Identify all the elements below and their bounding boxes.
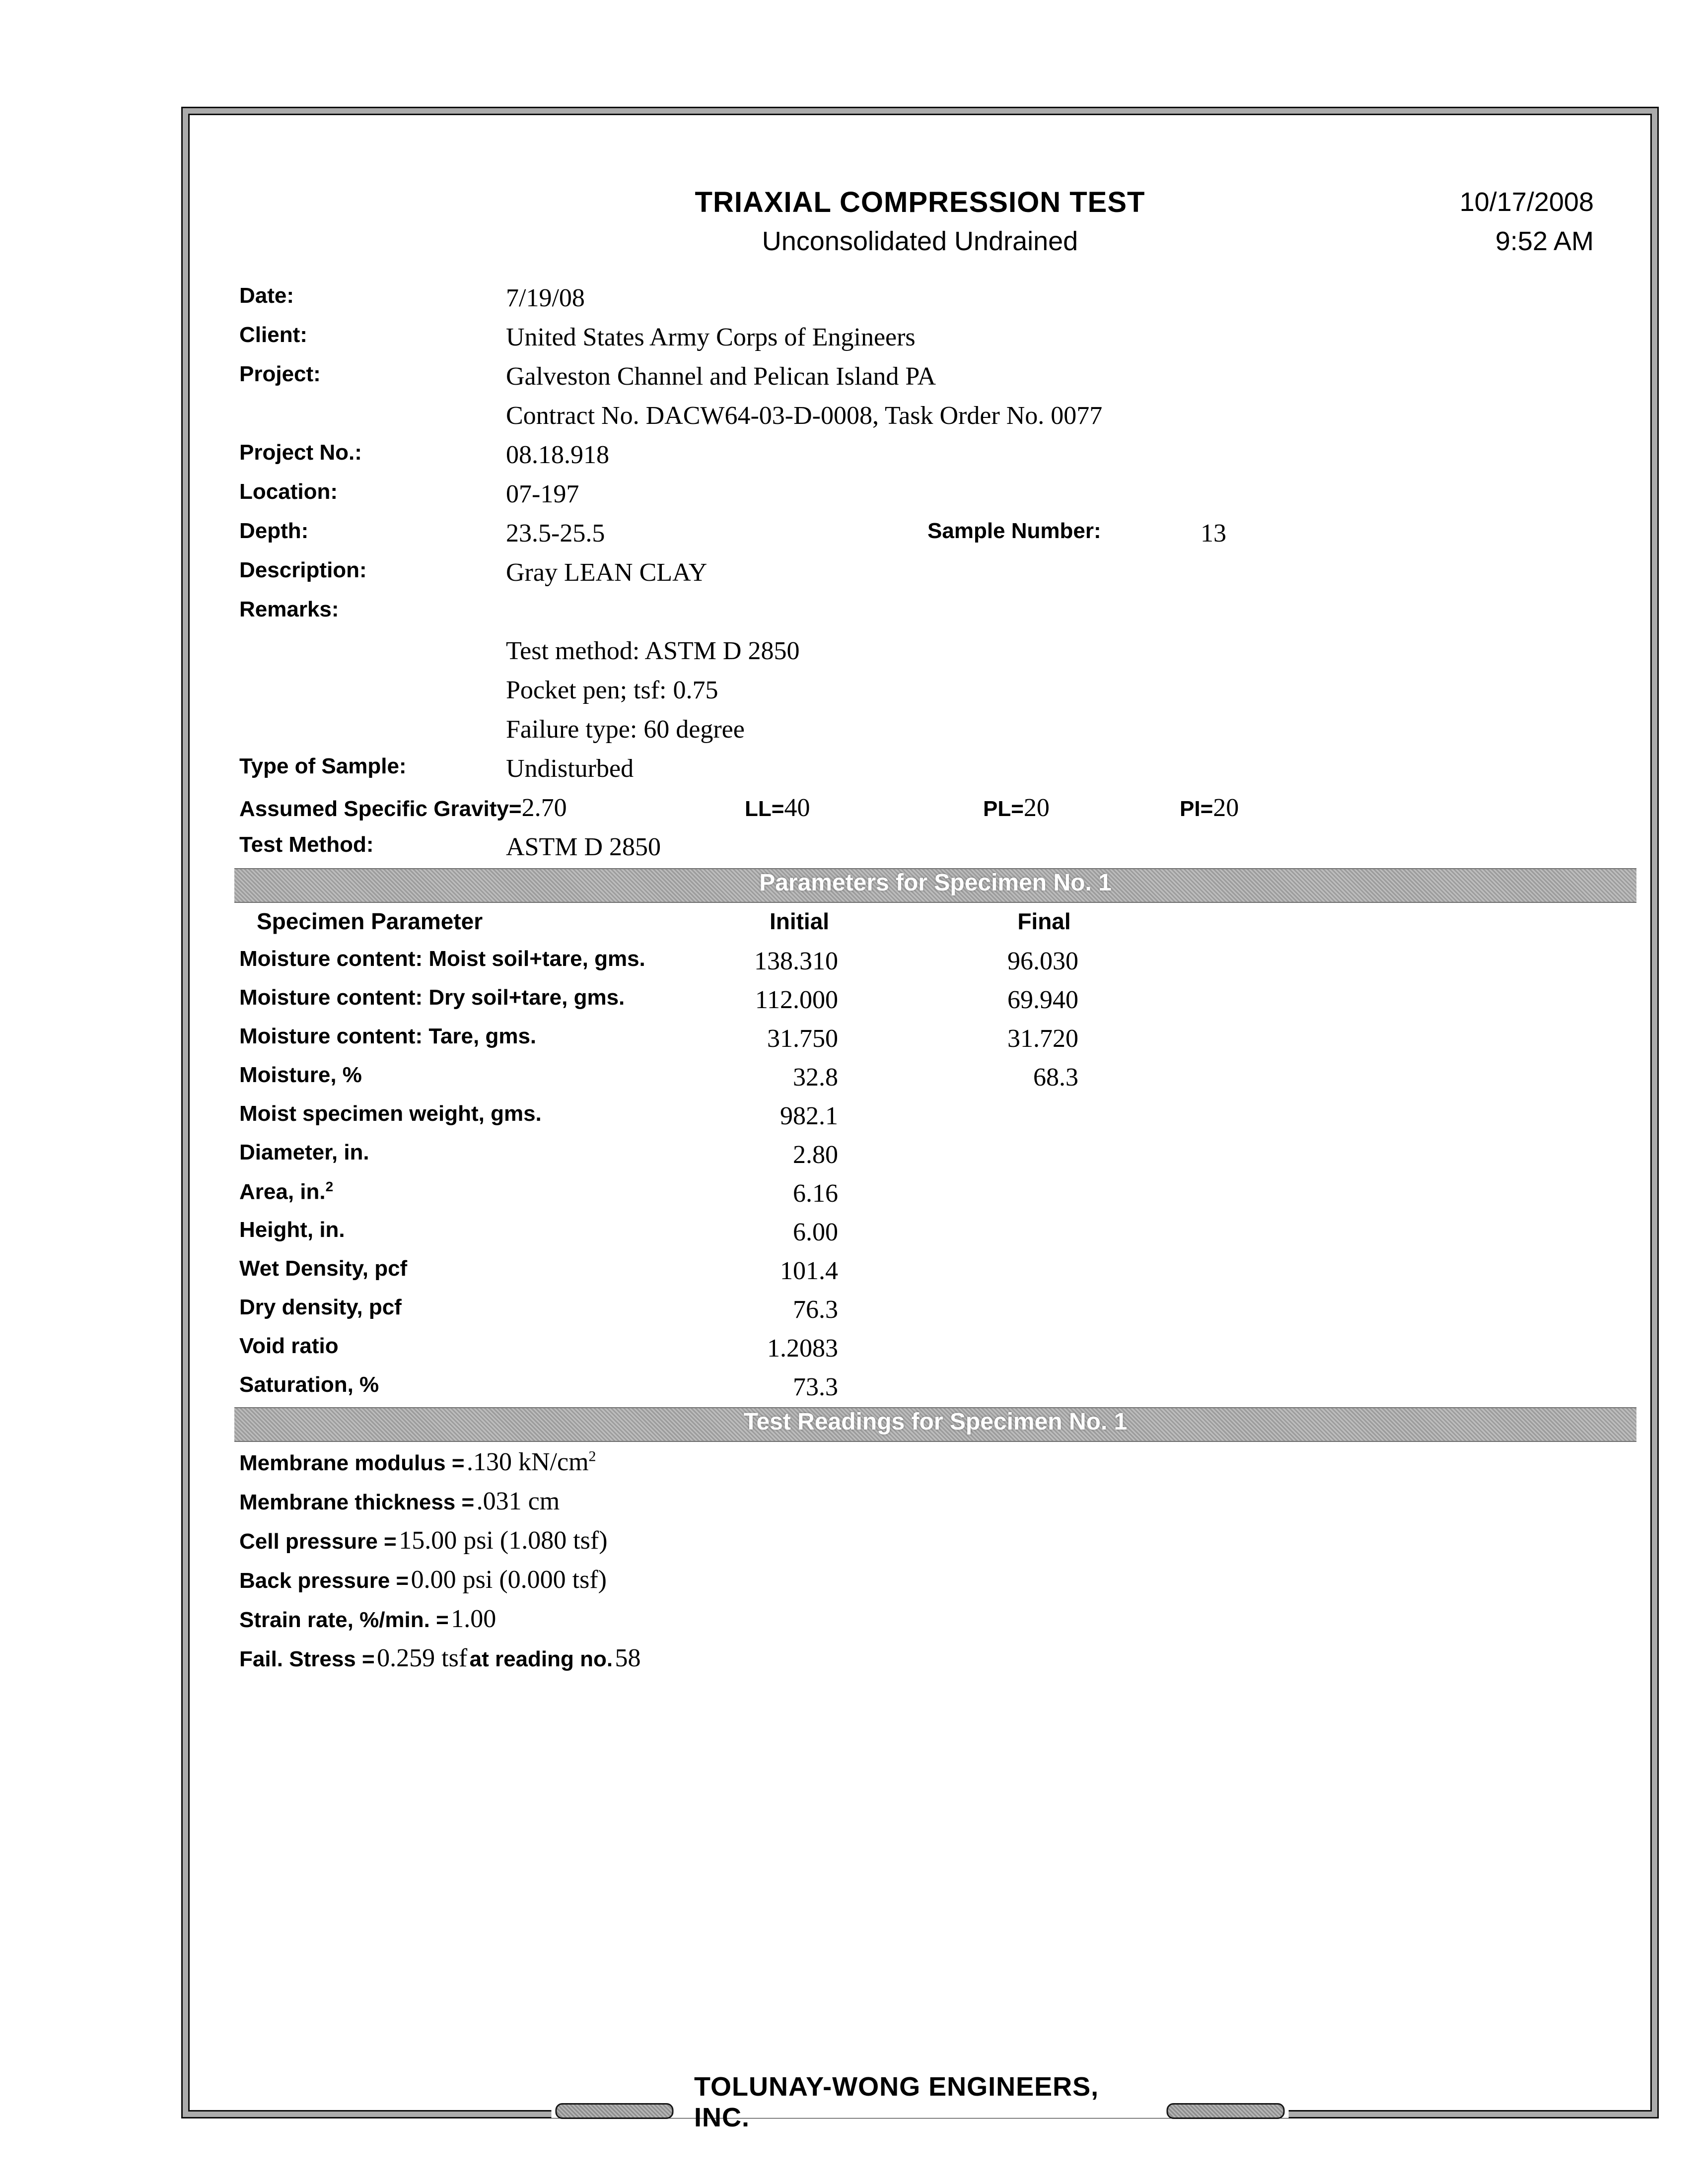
param-initial: 31.750	[767, 1024, 838, 1053]
info-label: Date:	[239, 283, 294, 308]
specific-gravity-value: 2.70	[521, 794, 567, 822]
parameters-section-bar	[234, 868, 1636, 903]
footer-rule-left	[556, 2103, 674, 2119]
info-value: ASTM D 2850	[506, 833, 661, 861]
param-label: Saturation, %	[239, 1372, 379, 1397]
report-subtitle: Unconsolidated Undrained	[762, 226, 1078, 256]
ll-value: 40	[784, 794, 810, 822]
param-initial: 76.3	[793, 1296, 838, 1324]
pi-label: PI=	[1180, 797, 1213, 821]
info-value: Test method: ASTM D 2850	[506, 637, 800, 665]
info-row-failure-type	[190, 715, 1650, 754]
info-row-depth	[190, 519, 1650, 558]
table-row	[190, 1256, 1650, 1295]
table-row	[190, 1372, 1650, 1411]
info-value: 07-197	[506, 480, 579, 508]
param-initial: 32.8	[793, 1063, 838, 1092]
info-row-test-method	[190, 832, 1650, 872]
reading-line	[239, 1565, 607, 1604]
info-row-remarks	[190, 597, 1650, 636]
reading-label: Membrane modulus =	[239, 1451, 465, 1475]
info-row-specific-gravity	[190, 793, 1650, 832]
info-label: Location:	[239, 479, 338, 504]
table-row	[190, 1295, 1650, 1334]
pl-label: PL=	[983, 797, 1024, 821]
pi-value: 20	[1213, 794, 1239, 822]
param-final: 68.3	[1033, 1063, 1078, 1092]
param-label: Area, in.$^2$	[239, 1179, 334, 1204]
company-name: TOLUNAY-WONG ENGINEERS, INC.	[694, 2072, 1099, 2132]
info-label: Client:	[239, 323, 307, 347]
print-time: 9:52 AM	[1495, 226, 1594, 256]
table-row	[190, 1179, 1650, 1218]
table-row	[190, 1024, 1650, 1063]
ll-label: LL=	[745, 797, 784, 821]
info-value: 08.18.918	[506, 441, 609, 469]
reading-value: .031 cm	[476, 1487, 560, 1515]
reading-label: Back pressure =	[239, 1569, 409, 1593]
reading-label: Cell pressure =	[239, 1529, 397, 1554]
param-final: 96.030	[1007, 947, 1078, 975]
param-initial: 6.16	[793, 1179, 838, 1208]
col-header-parameter: Specimen Parameter	[257, 908, 483, 934]
page-footer	[552, 2072, 1289, 2132]
param-label: Dry density, pcf	[239, 1295, 402, 1319]
print-date: 10/17/2008	[1459, 187, 1594, 217]
info-value: United States Army Corps of Engineers	[506, 323, 916, 351]
param-final: 31.720	[1007, 1024, 1078, 1053]
info-value: Gray LEAN CLAY	[506, 558, 708, 587]
parameters-section-title: Parameters for Specimen No. 1	[759, 870, 1112, 896]
superscript: 2	[588, 1448, 596, 1465]
param-initial: 112.000	[755, 986, 838, 1014]
reading-line	[239, 1526, 608, 1565]
info-label: Description:	[239, 558, 367, 582]
info-value: Undisturbed	[506, 754, 634, 783]
reading-label: Strain rate, %/min. =	[239, 1608, 449, 1632]
param-label: Moisture content: Dry soil+tare, gms.	[239, 985, 625, 1010]
page-frame	[181, 107, 1659, 2132]
print-datetime	[1460, 183, 1594, 261]
param-label: Moist specimen weight, gms.	[239, 1101, 542, 1126]
info-label: Depth:	[239, 519, 309, 543]
reading-label: at reading no.	[469, 1647, 613, 1671]
reading-value: 15.00 psi (1.080 tsf)	[399, 1526, 608, 1555]
param-label: Moisture content: Moist soil+tare, gms.	[239, 947, 645, 971]
info-row-location	[190, 479, 1650, 519]
table-row	[190, 947, 1650, 985]
info-value: Galveston Channel and Pelican Island PA	[506, 362, 936, 391]
report-title: TRIAXIAL COMPRESSION TEST	[695, 186, 1145, 218]
info-label: Test Method:	[239, 832, 374, 857]
reading-label: Membrane thickness =	[239, 1490, 475, 1514]
info-row-contract	[190, 401, 1650, 440]
info-label: Remarks:	[239, 597, 339, 621]
pl-value: 20	[1023, 794, 1050, 822]
reading-label: Fail. Stress =	[239, 1647, 375, 1671]
table-row	[190, 985, 1650, 1024]
specific-gravity-label: Assumed Specific Gravity=	[239, 797, 522, 821]
col-header-initial: Initial	[769, 908, 830, 934]
reading-line	[239, 1447, 596, 1487]
param-initial: 101.4	[780, 1257, 838, 1285]
param-initial: 73.3	[793, 1373, 838, 1401]
sample-number-value: 13	[1201, 519, 1226, 547]
info-label: Type of Sample:	[239, 754, 407, 778]
reading-value: 0.259 tsf	[377, 1644, 468, 1672]
atterberg-ll	[745, 793, 810, 833]
atterberg-pi	[1180, 793, 1239, 833]
info-row-test-method-note	[190, 636, 1650, 676]
reading-value: 58	[615, 1644, 641, 1672]
superscript: 2	[325, 1179, 334, 1194]
reading-line	[239, 1487, 560, 1526]
param-initial: 982.1	[780, 1102, 838, 1130]
readings-section-title: Test Readings for Specimen No. 1	[743, 1409, 1128, 1435]
table-header-row	[190, 908, 1650, 947]
reading-line-fail-stress	[239, 1643, 641, 1683]
info-row-sample-type	[190, 754, 1650, 793]
info-value: Contract No. DACW64-03-D-0008, Task Order No. 0077	[506, 402, 1103, 430]
table-row	[190, 1140, 1650, 1179]
readings-section-bar	[234, 1407, 1636, 1442]
param-initial: 2.80	[793, 1141, 838, 1169]
reading-value: .130 $kN/cm^2$	[467, 1448, 596, 1476]
param-label: Moisture, %	[239, 1063, 362, 1087]
reading-value: 0.00 psi (0.000 tsf)	[411, 1566, 607, 1594]
specific-gravity-group	[239, 793, 567, 833]
info-row-description	[190, 558, 1650, 597]
param-label: Moisture content: Tare, gms.	[239, 1024, 537, 1048]
sample-number-label: Sample Number:	[927, 519, 1101, 543]
param-label: Void ratio	[239, 1334, 339, 1358]
param-initial: 1.2083	[767, 1334, 838, 1363]
info-row-project	[190, 362, 1650, 401]
param-initial: 6.00	[793, 1218, 838, 1246]
reading-line	[239, 1604, 496, 1643]
param-label: Height, in.	[239, 1218, 345, 1242]
param-label: Wet Density, pcf	[239, 1256, 408, 1281]
table-row	[190, 1063, 1650, 1101]
info-label: Project No.:	[239, 440, 362, 465]
table-row	[190, 1218, 1650, 1256]
info-row-date	[190, 283, 1650, 323]
info-value: 23.5-25.5	[506, 519, 605, 547]
param-label: Diameter, in.	[239, 1140, 369, 1164]
page-content	[190, 115, 1650, 2110]
table-row	[190, 1334, 1650, 1372]
info-value: 7/19/08	[506, 284, 585, 312]
info-label: Project:	[239, 362, 321, 386]
info-row-project-no	[190, 440, 1650, 479]
param-initial: 138.310	[754, 947, 838, 975]
info-value: Failure type: 60 degree	[506, 715, 745, 744]
info-row-client	[190, 323, 1650, 362]
info-value: Pocket pen; tsf: 0.75	[506, 676, 718, 704]
report-header	[190, 183, 1650, 261]
atterberg-pl	[983, 793, 1050, 833]
col-header-final: Final	[1017, 908, 1071, 934]
param-final: 69.940	[1007, 986, 1078, 1014]
reading-value: 1.00	[451, 1605, 496, 1633]
info-row-pocket-pen	[190, 676, 1650, 715]
footer-rule-right	[1167, 2103, 1285, 2119]
table-row	[190, 1101, 1650, 1140]
